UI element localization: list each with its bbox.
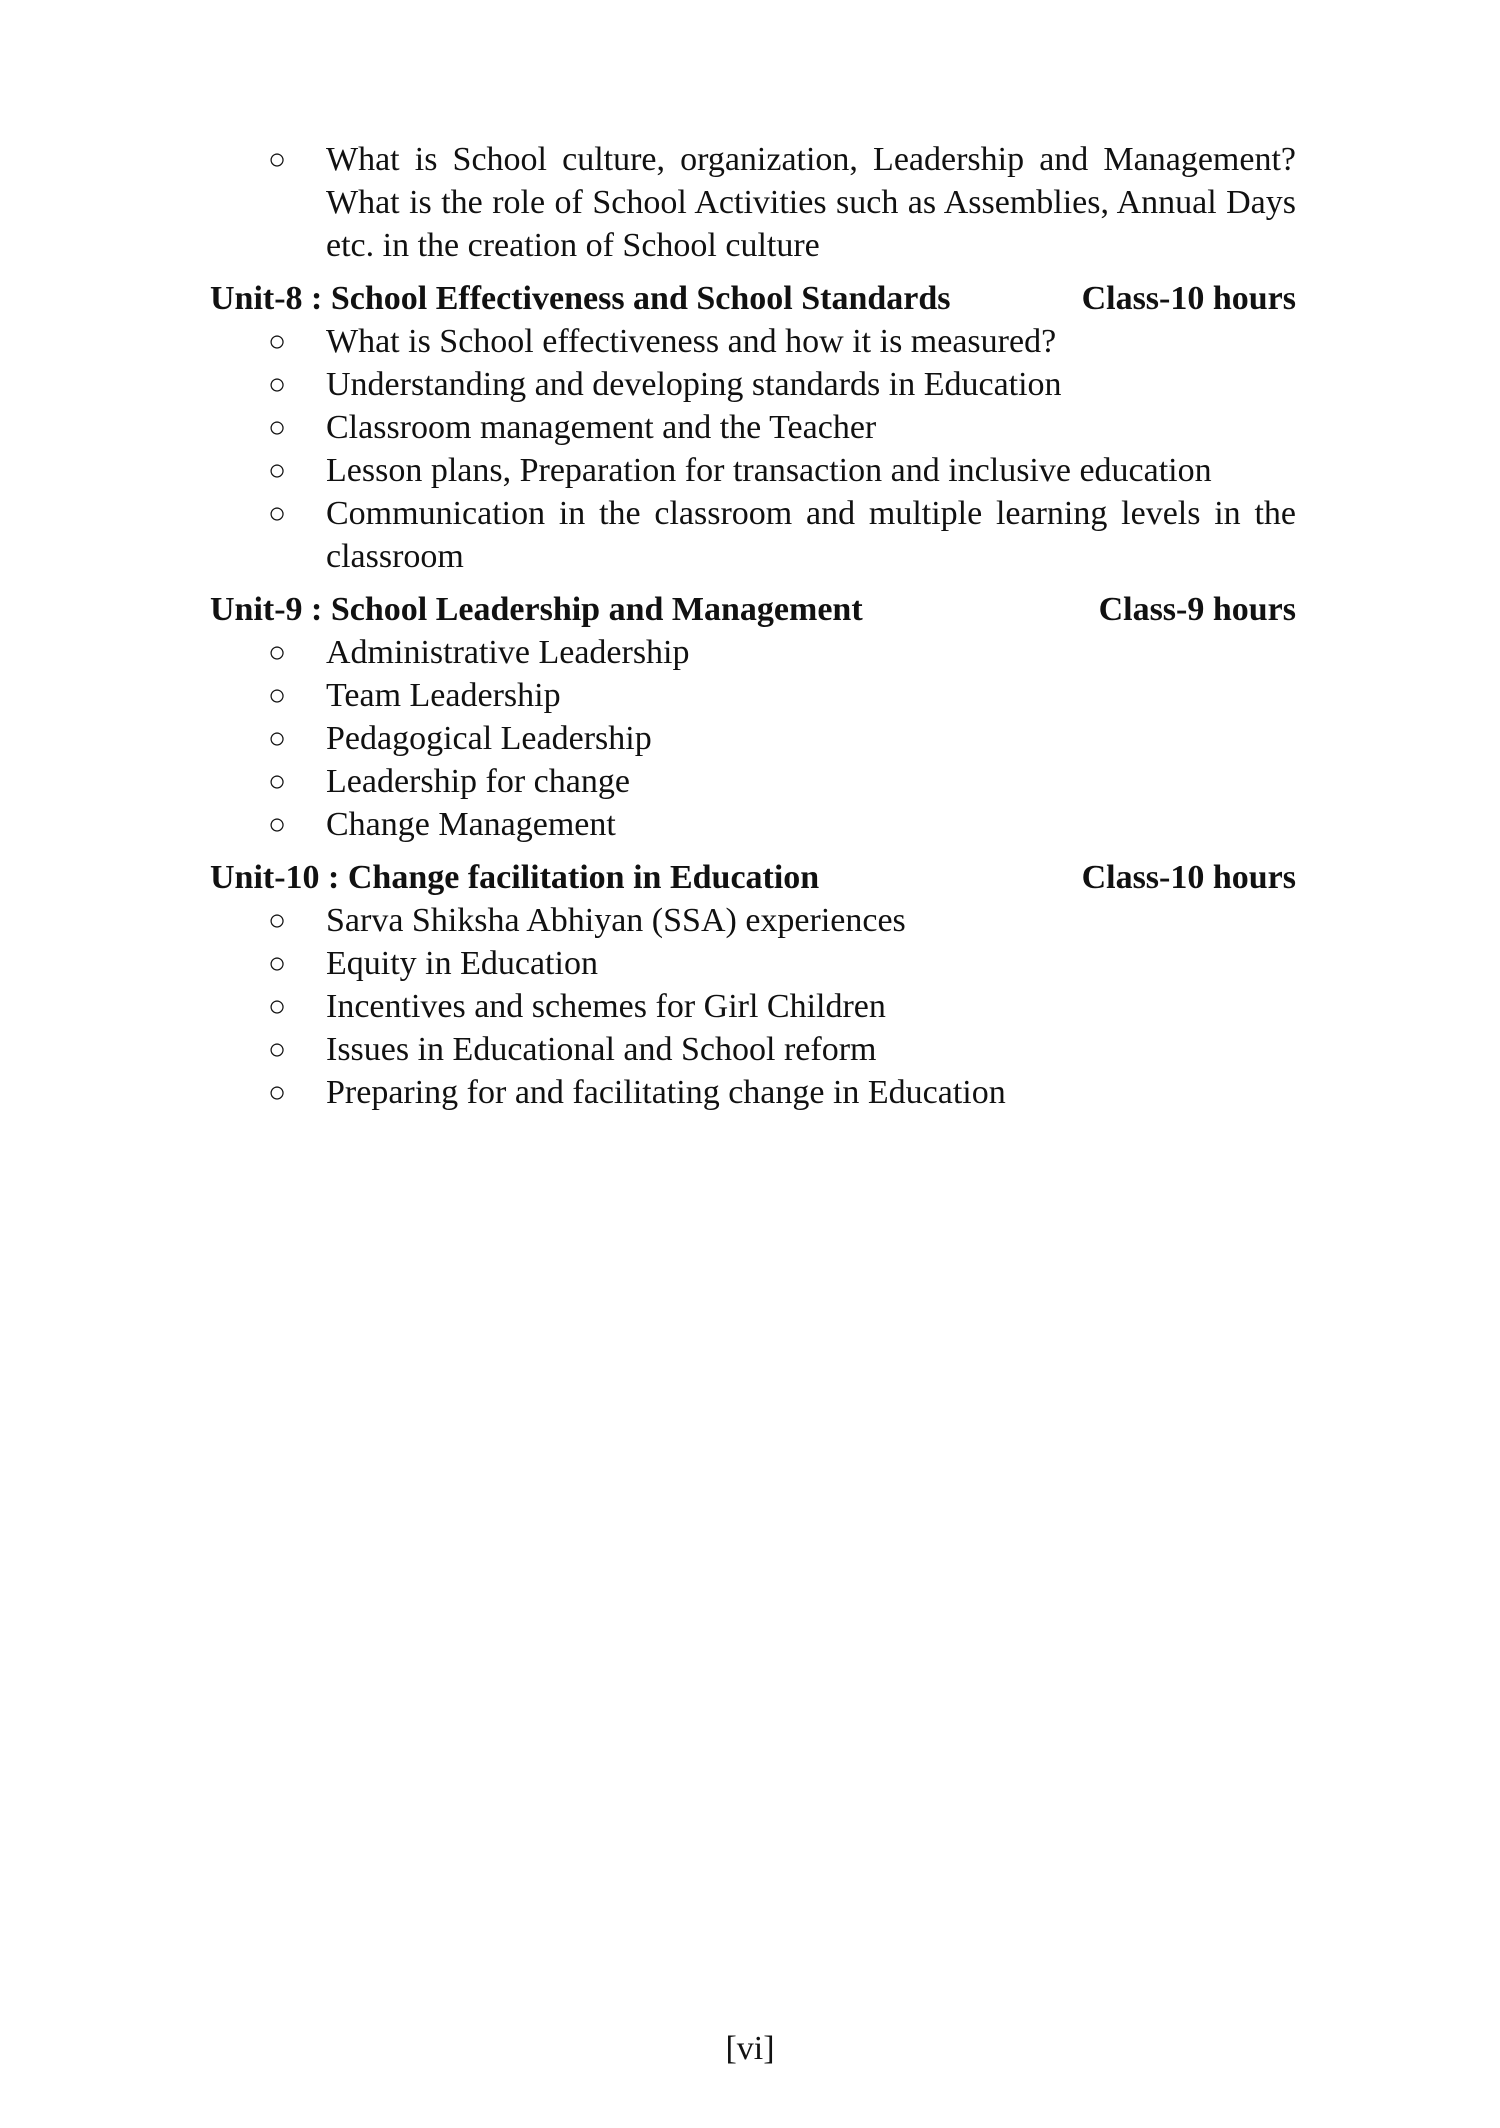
list-item: [210, 942, 1296, 985]
list-item: [210, 674, 1296, 717]
list-item-text: Issues in Educational and School reform: [326, 1031, 877, 1068]
list-item: [210, 803, 1296, 846]
list-item: [210, 320, 1296, 363]
circle-bullet-icon: ○: [268, 904, 287, 937]
circle-bullet-icon: ○: [268, 411, 287, 444]
list-item-text: Communication in the classroom and multiple learning levels in the classroom: [326, 495, 1296, 575]
circle-bullet-icon: ○: [268, 947, 287, 980]
circle-bullet-icon: ○: [268, 325, 287, 358]
unit-hours: Class-9 hours: [1098, 591, 1296, 628]
unit-title: Unit-9 : School Leadership and Management: [210, 591, 863, 628]
unit-hours: Class-10 hours: [1081, 280, 1296, 317]
list-item: [210, 449, 1296, 492]
unit-header: [210, 277, 1296, 320]
list-item-text: Sarva Shiksha Abhiyan (SSA) experiences: [326, 902, 906, 939]
unit-header: [210, 588, 1296, 631]
circle-bullet-icon: ○: [268, 1033, 287, 1066]
circle-bullet-icon: ○: [268, 765, 287, 798]
unit-hours: Class-10 hours: [1081, 859, 1296, 896]
list-item: [210, 717, 1296, 760]
circle-bullet-icon: ○: [268, 808, 287, 841]
unit-header: [210, 856, 1296, 899]
list-item-text: Lesson plans, Preparation for transaction and inclusive education: [326, 452, 1212, 489]
unit-title: Unit-10 : Change facilitation in Education: [210, 859, 820, 896]
list-item-text: Incentives and schemes for Girl Children: [326, 988, 886, 1025]
list-item-text: Administrative Leadership: [326, 634, 690, 671]
circle-bullet-icon: ○: [268, 497, 287, 530]
intro-bullet-list: [210, 138, 1296, 267]
list-item: [210, 760, 1296, 803]
list-item-text: Understanding and developing standards in Education: [326, 366, 1062, 403]
list-item: [210, 1071, 1296, 1114]
unit-title: Unit-8 : School Effectiveness and School Standards: [210, 280, 951, 317]
list-item: [210, 985, 1296, 1028]
list-item: [210, 492, 1296, 578]
list-item-text: Pedagogical Leadership: [326, 720, 652, 757]
list-item: [210, 138, 1296, 267]
list-item: [210, 363, 1296, 406]
unit-bullet-list: [210, 899, 1296, 1114]
list-item-text: Preparing for and facilitating change in Education: [326, 1074, 1006, 1111]
unit-bullet-list: [210, 631, 1296, 846]
list-item: [210, 899, 1296, 942]
circle-bullet-icon: ○: [268, 722, 287, 755]
syllabus-content: [210, 138, 1296, 1114]
circle-bullet-icon: ○: [268, 368, 287, 401]
list-item-text: Classroom management and the Teacher: [326, 409, 877, 446]
list-item-text: Leadership for change: [326, 763, 630, 800]
list-item: [210, 631, 1296, 674]
list-item: [210, 1028, 1296, 1071]
page-number: [vi]: [725, 2030, 775, 2067]
circle-bullet-icon: ○: [268, 454, 287, 487]
list-item-text: What is School culture, organization, Leadership and Management? What is the role of School Activities such as Assemblies, Annual Days etc. in the creation of School culture: [326, 141, 1296, 264]
circle-bullet-icon: ○: [268, 636, 287, 669]
circle-bullet-icon: ○: [268, 143, 287, 176]
list-item-text: Equity in Education: [326, 945, 598, 982]
list-item-text: What is School effectiveness and how it is measured?: [326, 323, 1057, 360]
list-item-text: Change Management: [326, 806, 616, 843]
unit-bullet-list: [210, 320, 1296, 578]
list-item: [210, 406, 1296, 449]
circle-bullet-icon: ○: [268, 1076, 287, 1109]
list-item-text: Team Leadership: [326, 677, 561, 714]
circle-bullet-icon: ○: [268, 990, 287, 1023]
circle-bullet-icon: ○: [268, 679, 287, 712]
